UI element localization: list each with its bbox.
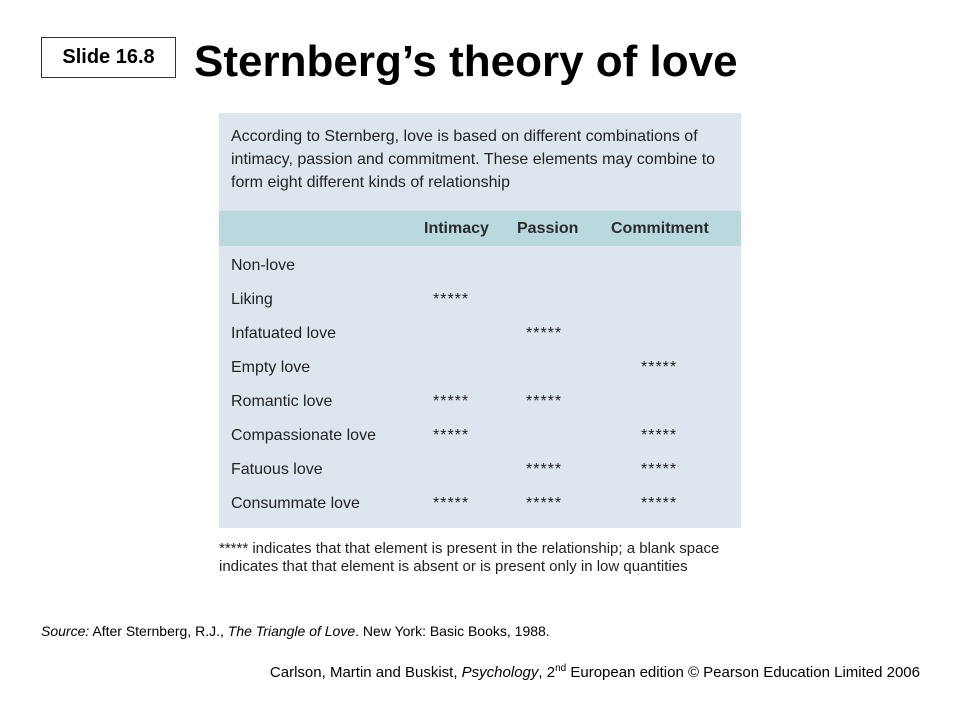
credit-book-title: Psychology <box>461 664 539 681</box>
intro-text: According to Sternberg, love is based on different combinations of intimacy, passion and commitment. These elements may combine to form eight different kinds of relationship <box>231 128 716 191</box>
row-label: Fatuous love <box>231 461 323 478</box>
row-label: Romantic love <box>231 393 333 410</box>
intimacy-mark: ***** <box>433 291 470 308</box>
row-label: Infatuated love <box>231 325 336 342</box>
row-label: Consummate love <box>231 495 360 512</box>
commitment-mark: ***** <box>641 427 678 444</box>
credit-edition-number: , 2 <box>538 664 556 681</box>
table-row <box>219 283 741 317</box>
table-header <box>219 211 741 246</box>
table-row <box>219 351 741 385</box>
table-row <box>219 317 741 351</box>
table-body <box>219 249 741 521</box>
row-label: Non-love <box>231 257 296 274</box>
credit-edition-suffix: nd <box>555 663 567 674</box>
passion-mark: ***** <box>526 495 563 512</box>
source-book-title: The Triangle of Love <box>227 623 356 639</box>
source-prefix: Source: <box>41 623 90 639</box>
intimacy-mark: ***** <box>433 495 470 512</box>
row-label: Liking <box>231 291 273 308</box>
source-text-after: . New York: Basic Books, 1988. <box>355 623 550 639</box>
table-row <box>219 487 741 521</box>
table-row <box>219 385 741 419</box>
source-citation <box>41 623 550 639</box>
table-footnote: ***** indicates that that element is present in the relationship; a blank space indicates that that element is absent or is present only in low quantities <box>219 540 720 575</box>
row-label: Empty love <box>231 359 311 376</box>
love-types-panel <box>219 113 741 528</box>
slide-number-badge: Slide 16.8 <box>41 37 176 78</box>
commitment-mark: ***** <box>641 359 678 376</box>
copyright-credit <box>270 664 920 681</box>
passion-mark: ***** <box>526 325 563 342</box>
source-text-before: After Sternberg, R.J., <box>89 623 228 639</box>
table-row <box>219 249 741 283</box>
credit-authors: Carlson, Martin and Buskist, <box>269 664 462 681</box>
column-header-passion: Passion <box>517 220 579 237</box>
slide-title: Sternberg’s theory of love <box>194 37 738 86</box>
passion-mark: ***** <box>526 393 563 410</box>
table-row <box>219 419 741 453</box>
column-header-intimacy: Intimacy <box>424 220 489 237</box>
commitment-mark: ***** <box>641 495 678 512</box>
intimacy-mark: ***** <box>433 393 470 410</box>
column-header-commitment: Commitment <box>611 220 709 237</box>
table-row <box>219 453 741 487</box>
commitment-mark: ***** <box>641 461 678 478</box>
intimacy-mark: ***** <box>433 427 470 444</box>
passion-mark: ***** <box>526 461 563 478</box>
row-label: Compassionate love <box>231 427 376 444</box>
credit-publisher: European edition © Pearson Education Limited 2006 <box>566 664 920 681</box>
